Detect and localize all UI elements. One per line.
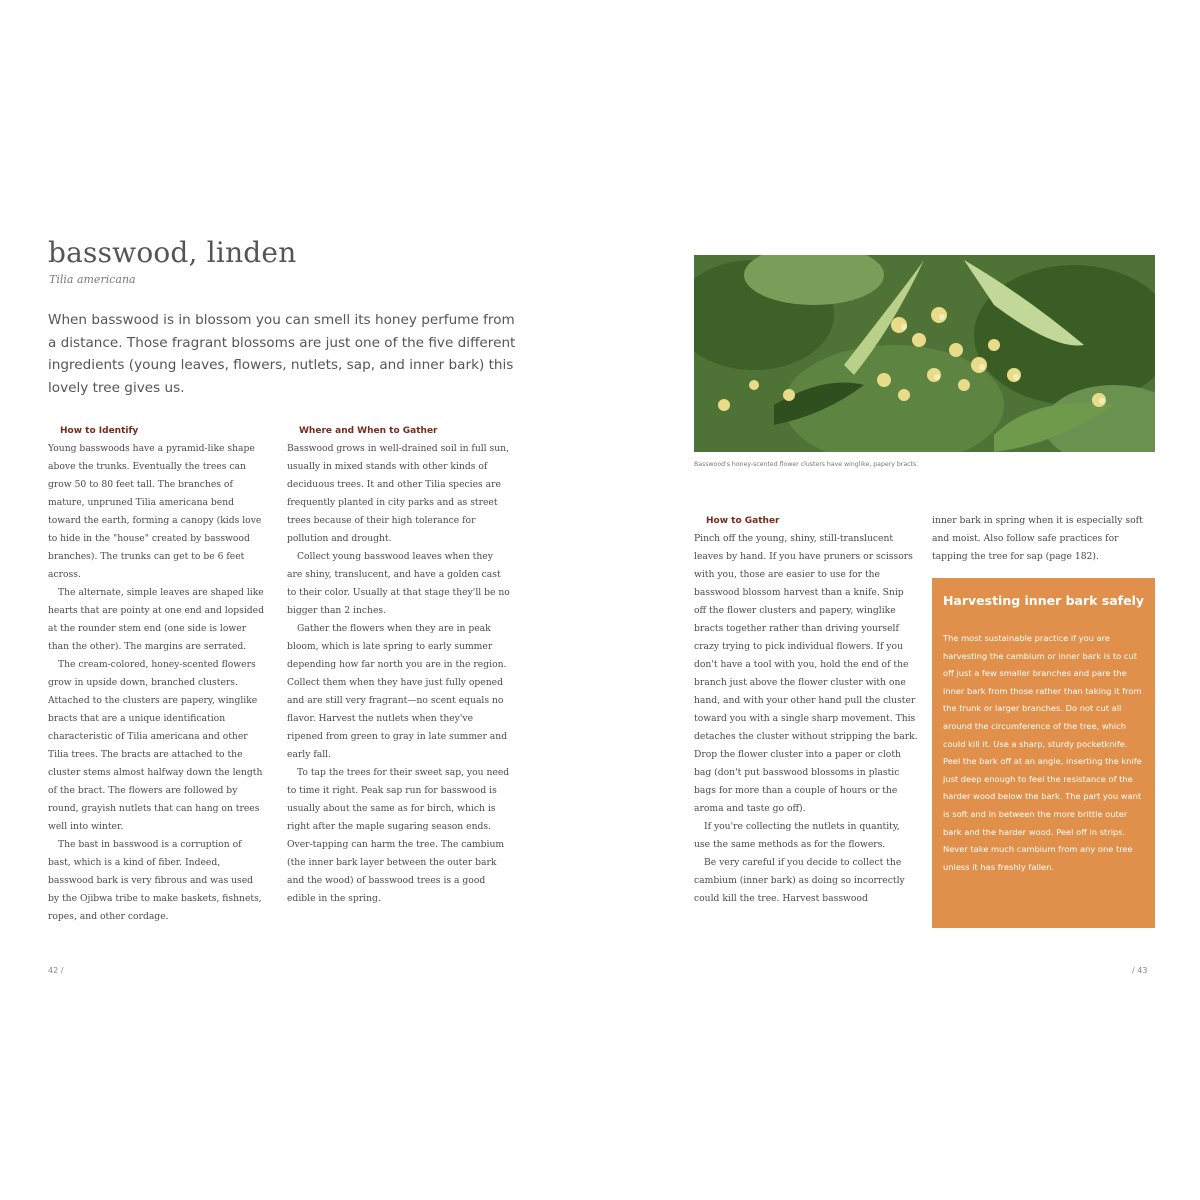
gather-paragraph: If you're collecting the nutlets in quantity, use the same methods as for the flowers. — [694, 821, 900, 850]
harvesting-sidebar — [932, 578, 1155, 928]
gather-column — [694, 512, 918, 908]
where-when-paragraph: Basswood grows in well-drained soil in full sun, usually in mixed stands with other kinds of deciduous trees. It and other Tilia species are frequently planted in city parks and as street trees because of their high tolerance for pollution and drought. — [287, 443, 509, 544]
latin-name: Tilia americana — [49, 273, 136, 286]
where-when-heading: Where and When to Gather — [299, 426, 438, 436]
basswood-flowers-photo — [694, 255, 1155, 452]
sidebar-title: Harvesting inner bark safely — [942, 593, 1145, 608]
where-when-paragraph: Collect young basswood leaves when they are shiny, translucent, and have a golden cast to their color. Usually at that stage they'll be no bigger than 2 inches. — [287, 551, 510, 616]
gather-continued — [932, 512, 1154, 566]
where-when-paragraph: Gather the flowers when they are in peak bloom, which is late spring to early summer depending how far north you are in the region. Collect them when they have just fully opened and are still very fragrant—no scent equals no flavor. Harvest the nutlets when they've ripened from green to gray in late summer and early fall. — [287, 623, 508, 760]
gather-paragraph: Be very careful if you decide to collect the cambium (inner bark) as doing so incorrectly could kill the tree. Harvest basswood — [694, 857, 905, 904]
gather-paragraph: Pinch off the young, shiny, still-translucent leaves by hand. If you have pruners or scissors with you, those are easier to use for the basswood blossom harvest than a knife. Snip off the flower clusters and papery, winglike bracts together rather than driving yourself crazy trying to pick individual flowers. If you don't have a tool with you, hold the end of the branch just above the flower cluster with one hand, and with your other hand pull the cluster toward you with a single sharp movement. This detaches the cluster without stripping the bark. Drop the flower cluster into a paper or cloth bag (don't put basswood blossoms in plastic bags for more than a couple of hours or the aroma and taste go off). — [694, 533, 918, 814]
identify-paragraph: The cream-colored, honey-scented flowers grow in upside down, branched clusters. Attached to the clusters are papery, winglike bracts that are a unique identification characteristic of Tilia americana and other Tilia trees. The bracts are attached to the cluster stems almost halfway down the length of the bract. The flowers are followed by round, grayish nutlets that can hang on trees well into winter. — [48, 659, 263, 832]
where-when-column — [287, 422, 511, 908]
leaves-and-blossoms-illustration — [694, 255, 1155, 452]
gather-continued-paragraph: inner bark in spring when it is especially soft and moist. Also follow safe practices for tapping the tree for sap (page 182). — [932, 515, 1143, 562]
identify-paragraph: Young basswoods have a pyramid-like shape above the trunks. Eventually the trees can grow 50 to 80 feet tall. The branches of mature, unpruned Tilia americana bend toward the earth, forming a canopy (kids love to hide in the "house" created by basswood branches). The trunks can get to be 6 feet across. — [48, 443, 262, 580]
gather-heading: How to Gather — [706, 516, 780, 526]
page-number-left: 42 / — [48, 966, 64, 975]
page-number-right: / 43 — [1132, 966, 1148, 975]
identify-heading: How to Identify — [60, 426, 139, 436]
sidebar-body: The most sustainable practice if you are harvesting the cambium or inner bark is to cut off just a few smaller branches and pare the inner bark from those rather than taking it from the trunk or larger branches. Do not cut all around the circumference of the tree, which could kill it. Use a sharp, sturdy pocketknife. Peel the bark off at an angle, inserting the knife just deep enough to feel the resistance of the harder wood below the bark. The part you want is soft and in between the more brittle outer bark and the harder wood. Peel off in strips. Never take much cambium from any one tree unless it has freshly fallen. — [943, 633, 1142, 872]
identify-column — [48, 422, 264, 926]
intro-paragraph: When basswood is in blossom you can smell its honey perfume from a distance. Those fragrant blossoms are just one of the five different ingredients (young leaves, flowers, nutlets, sap, and inner bark) this lovely tree gives us. — [48, 312, 516, 396]
where-when-paragraph: To tap the trees for their sweet sap, you need to time it right. Peak sap run for basswood is usually about the same as for birch, which is right after the maple sugaring season ends. Over-tapping can harm the tree. The cambium (the inner bark layer between the outer bark and the wood) of basswood trees is a good edible in the spring. — [287, 767, 510, 904]
page-title: basswood, linden — [48, 236, 297, 269]
identify-paragraph: The alternate, simple leaves are shaped like hearts that are pointy at one end and lopsided at the rounder stem end (one side is lower than the other). The margins are serrated. — [48, 587, 265, 652]
identify-paragraph: The bast in basswood is a corruption of bast, which is a kind of fiber. Indeed, basswood bark is very fibrous and was used by the Ojibwa tribe to make baskets, fishnets, ropes, and other cordage. — [48, 839, 262, 922]
photo-caption: Basswood's honey-scented flower clusters have winglike, papery bracts. — [694, 461, 919, 468]
